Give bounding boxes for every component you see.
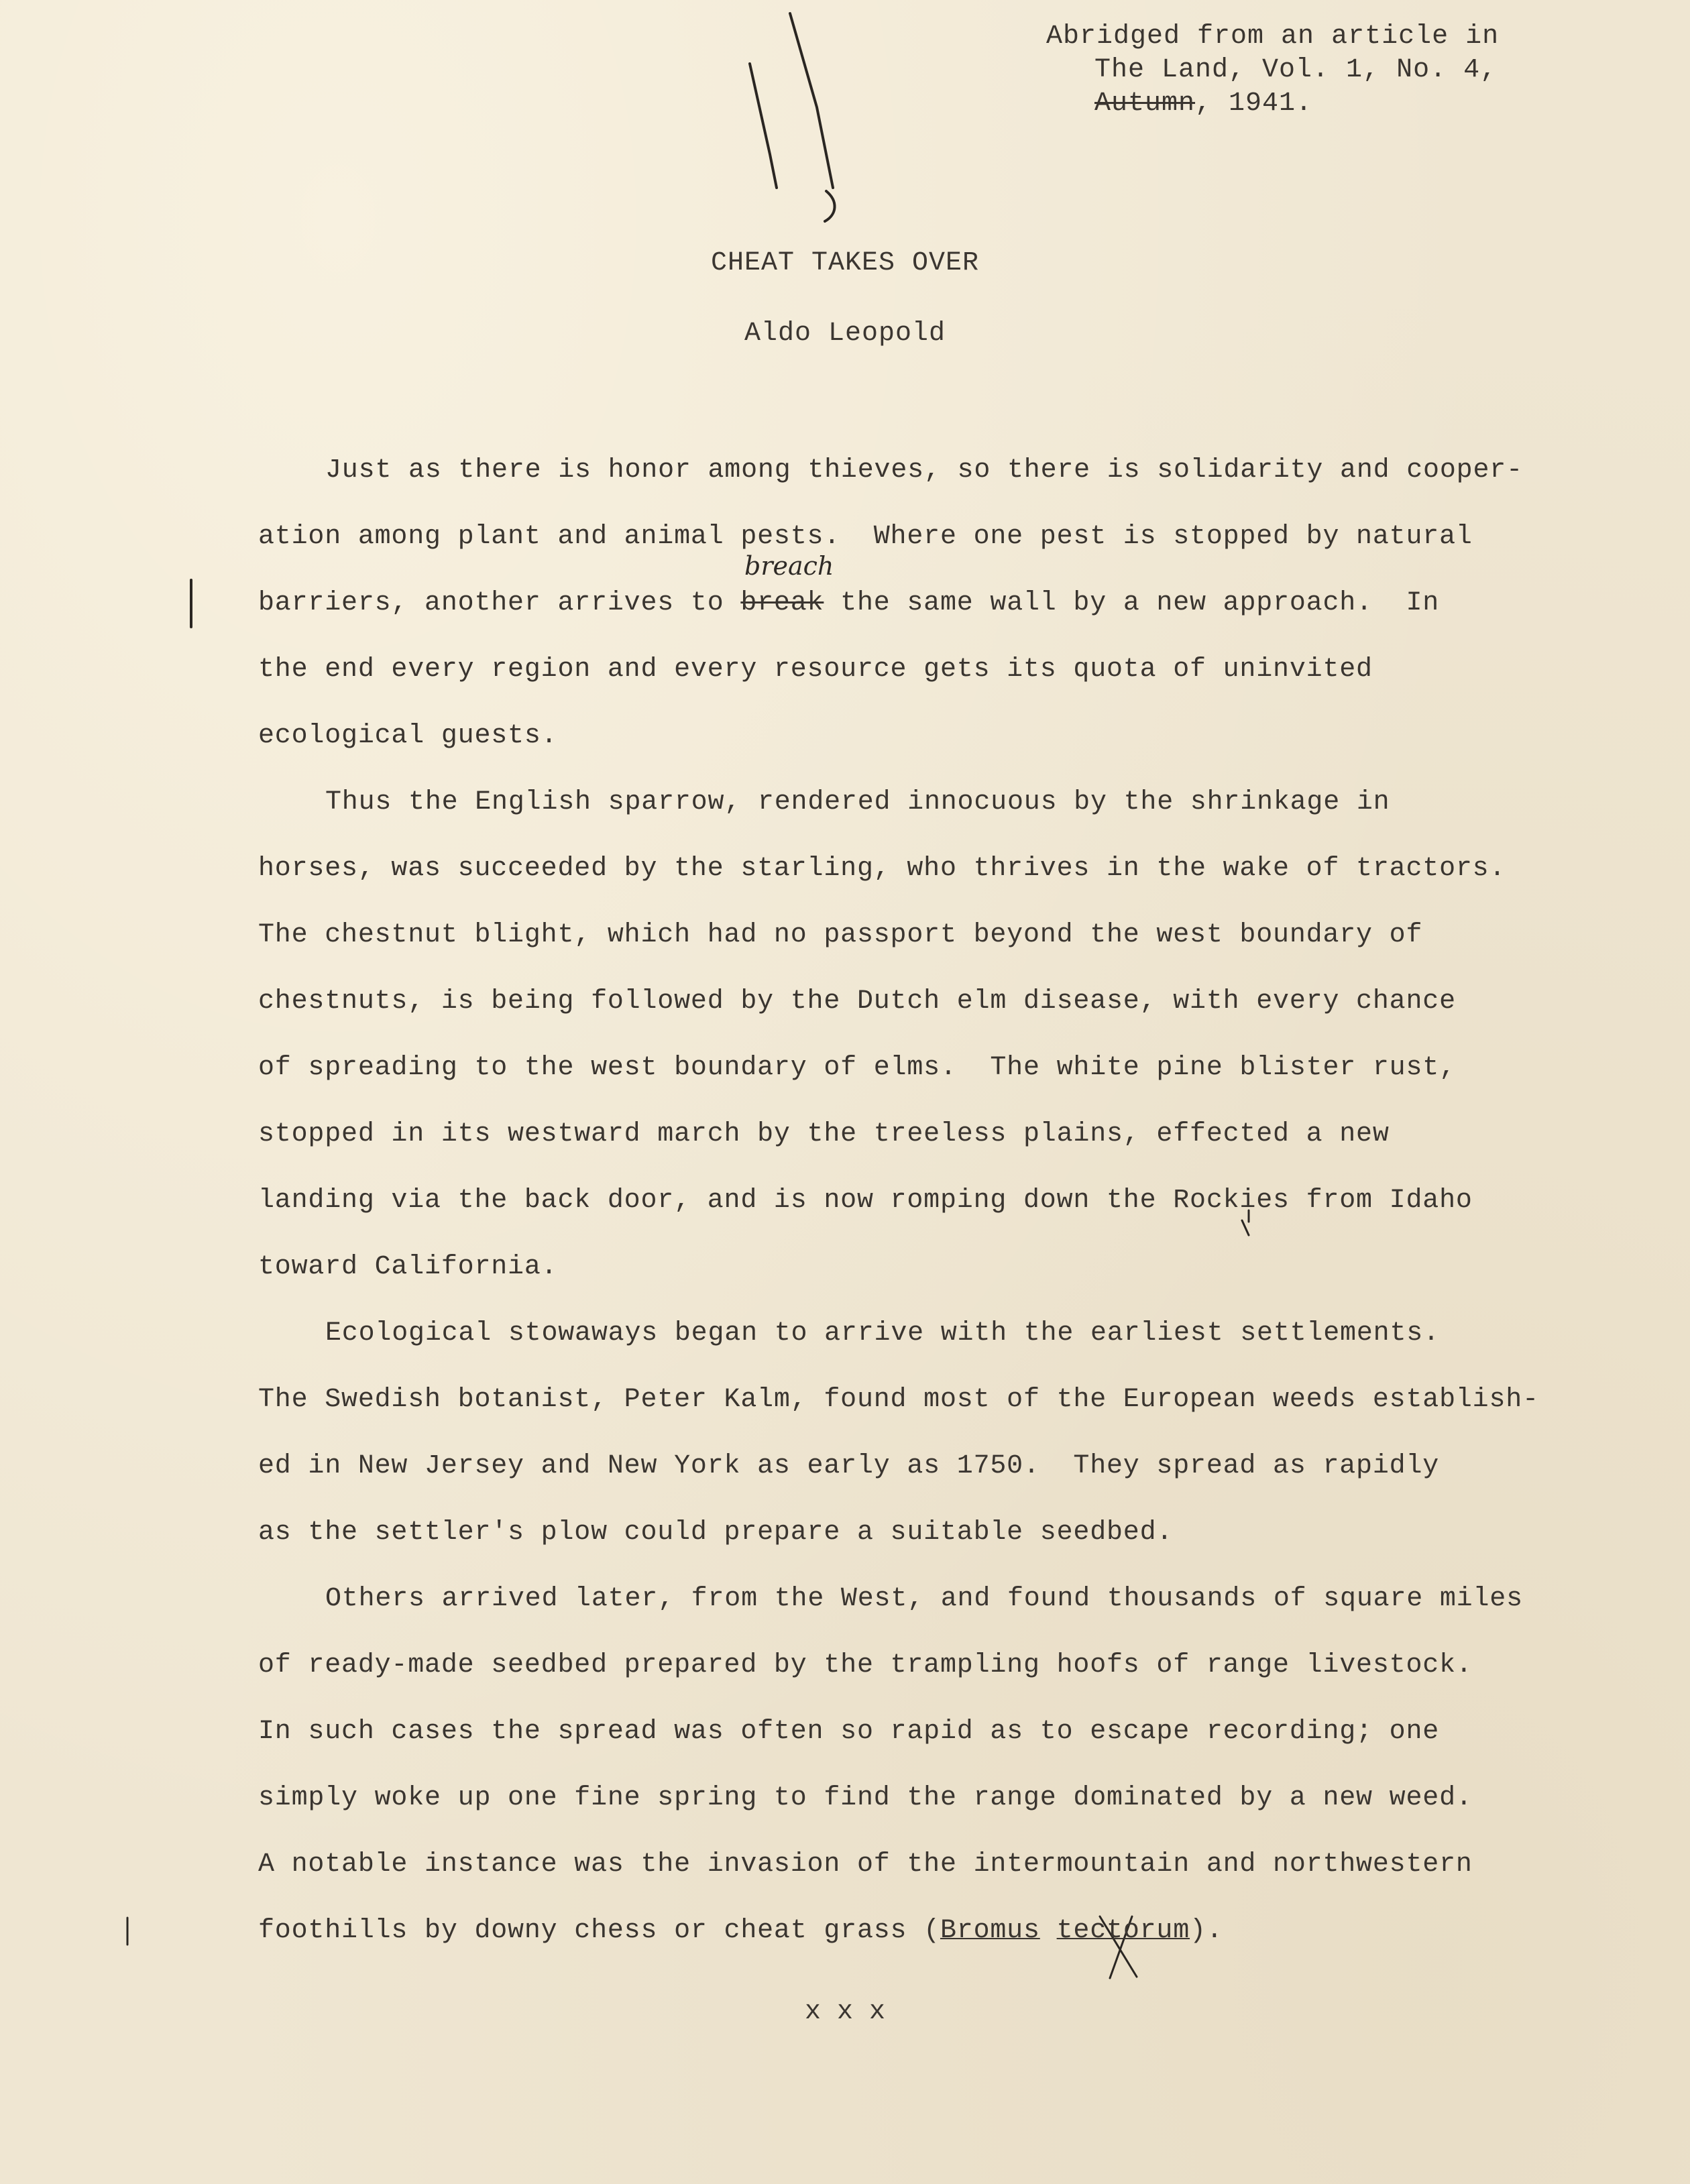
p1-line-2: ation among plant and animal pests. Where one pest is stopped by natural xyxy=(258,522,1473,552)
source-line-1: Abridged from an article in xyxy=(1046,21,1500,52)
author-name: Aldo Leopold xyxy=(744,319,946,349)
p2-line-6: stopped in its westward march by the treeless plains, effected a new xyxy=(258,1119,1390,1149)
pencil-stroke-3 xyxy=(825,191,835,221)
p3-line-4: as the settler's plow could prepare a suitable seedbed. xyxy=(258,1517,1174,1548)
p3-line-3: ed in New Jersey and New York as early as 1750. They spread as rapidly xyxy=(258,1451,1440,1481)
p1-line-3 xyxy=(258,583,1566,650)
p2-line-4: chestnuts, is being followed by the Dutch elm disease, with every chance xyxy=(258,986,1456,1017)
p1-line-5: ecological guests. xyxy=(258,721,558,751)
p4-line-5: A notable instance was the invasion of the intermountain and northwestern xyxy=(258,1849,1473,1880)
p2-line-2: horses, was succeeded by the starling, who thrives in the wake of tractors. xyxy=(258,854,1506,884)
pencil-stroke-1 xyxy=(790,13,833,188)
p2-line-1: Thus the English sparrow, rendered innocuous by the shrinkage in xyxy=(325,787,1390,817)
source-line-2-text: The Land, Vol. 1, No. 4, xyxy=(1094,55,1498,85)
p4-line-6-post: ). xyxy=(1190,1916,1223,1946)
article-body xyxy=(258,451,1566,1977)
species-epithet: tectorum xyxy=(1056,1916,1190,1946)
struck-season: Autumn xyxy=(1094,89,1196,119)
p1-line-4: the end every region and every resource gets its quota of uninvited xyxy=(258,654,1373,685)
p1-line-3-post: the same wall by a new approach. In xyxy=(824,588,1440,618)
p4-line-6-pre: foothills by downy chess or cheat grass ( xyxy=(258,1916,940,1946)
p3-line-2: The Swedish botanist, Peter Kalm, found most of the European weeds establish- xyxy=(258,1385,1539,1415)
p2-line-8: toward California. xyxy=(258,1252,558,1282)
p4-line-4: simply woke up one fine spring to find the range dominated by a new weed. xyxy=(258,1783,1473,1813)
p1-line-1: Just as there is honor among thieves, so there is solidarity and cooper- xyxy=(325,455,1523,485)
page-title: CHEAT TAKES OVER xyxy=(710,248,980,278)
p4-line-1: Others arrived later, from the West, and found thousands of square miles xyxy=(325,1584,1523,1614)
struck-word-break: break xyxy=(740,588,824,618)
end-mark: x x x xyxy=(804,1997,886,2027)
handwritten-correction: breach xyxy=(744,551,834,581)
pencil-stroke-2 xyxy=(750,64,777,188)
p2-line-5: of spreading to the west boundary of elms. The white pine blister rust, xyxy=(258,1053,1456,1083)
p2-line-7: landing via the back door, and is now romping down the Rockies from Idaho xyxy=(258,1186,1473,1216)
species-space xyxy=(1040,1916,1057,1946)
p4-line-2: of ready-made seedbed prepared by the trampling hoofs of range livestock. xyxy=(258,1650,1473,1680)
p1-line-3-pre: barriers, another arrives to xyxy=(258,588,741,618)
p3-line-1: Ecological stowaways began to arrive with the earliest settlements. xyxy=(325,1318,1440,1348)
source-year: , 1941. xyxy=(1195,89,1313,119)
species-genus: Bromus xyxy=(940,1916,1040,1946)
p4-line-3: In such cases the spread was often so rapid as to escape recording; one xyxy=(258,1717,1440,1747)
p2-line-3: The chestnut blight, which had no passport beyond the west boundary of xyxy=(258,920,1423,950)
p4-line-6 xyxy=(258,1911,1566,1977)
